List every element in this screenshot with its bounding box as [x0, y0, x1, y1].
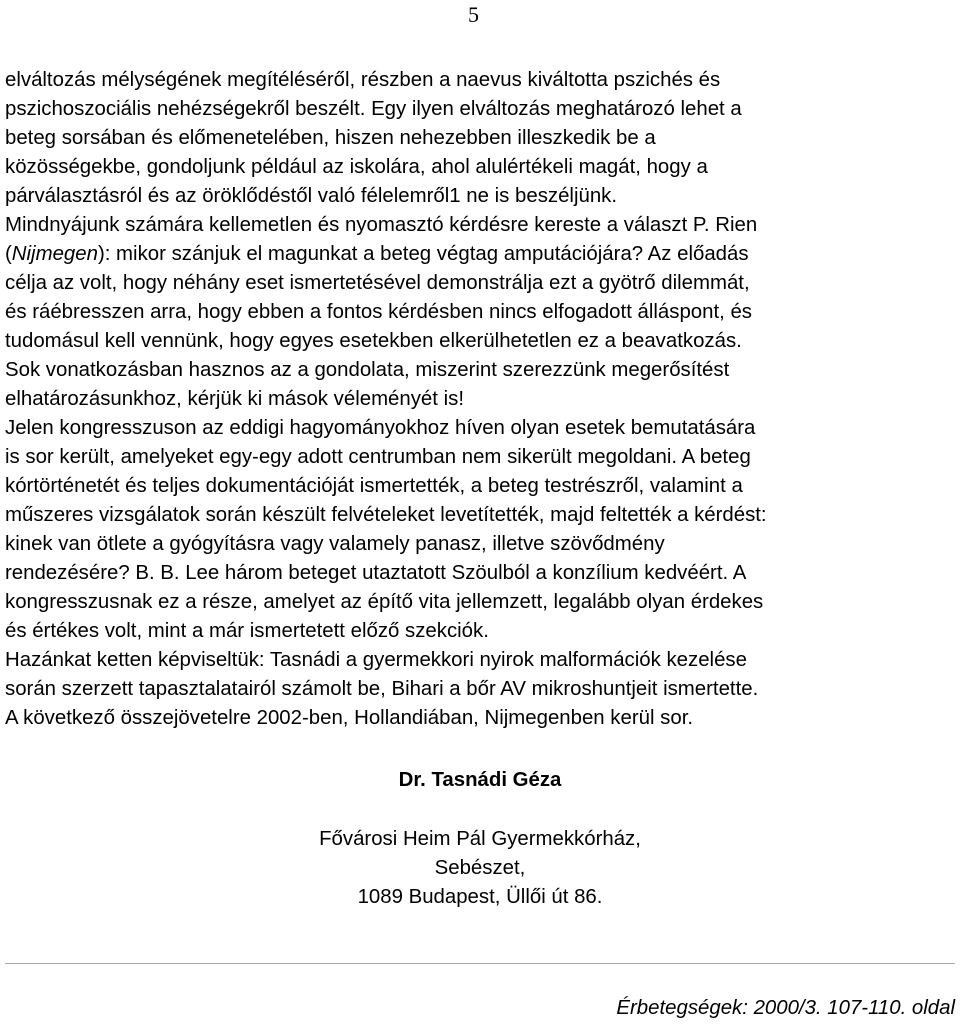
- city-name-italic: Nijmegen: [11, 243, 98, 265]
- text-line: pszichoszociális nehézségekről beszélt. Egy ilyen elváltozás meghatározó lehet a: [5, 98, 742, 120]
- text-line: [5, 243, 749, 265]
- postal-address: 1089 Budapest, Üllői út 86.: [357, 886, 603, 908]
- paragraph-1: [5, 66, 953, 211]
- paragraph-4: [5, 646, 953, 733]
- journal-citation: Érbetegségek: 2000/3. 107-110. oldal: [616, 997, 955, 1019]
- text-line: elváltozás mélységének megítéléséről, részben a naevus kiváltotta pszichés és: [5, 69, 721, 91]
- text-line: és értékes volt, mint a már ismertetett előző szekciók.: [5, 620, 489, 642]
- text-line: közösségekbe, gondoljunk például az iskolára, ahol alulértékeli magát, hogy a: [5, 156, 708, 178]
- text-line: Hazánkat ketten képviseltük: Tasnádi a gyermekkori nyirok malformációk kezelése: [5, 649, 747, 671]
- paragraph-2: [5, 211, 953, 414]
- paragraph-3: [5, 414, 953, 646]
- author-name: Dr. Tasnádi Géza: [398, 769, 562, 791]
- text-line: elhatározásunkhoz, kérjük ki mások véleményét is!: [5, 388, 464, 410]
- text-line: rendezésére? B. B. Lee három beteget utaztatott Szöulból a konzílium kedvéért. A: [5, 562, 747, 584]
- signature-block: [0, 766, 960, 912]
- text-line: során szerzett tapasztalatairól számolt be, Bihari a bőr AV mikroshuntjeit ismertette.: [5, 678, 759, 700]
- footer-divider: [5, 963, 955, 964]
- text-line-rest: ): mikor szánjuk el magunkat a beteg végtag amputációjára? Az előadás: [97, 243, 749, 265]
- text-line: Mindnyájunk számára kellemetlen és nyomasztó kérdésre kereste a választ P. Rien: [5, 214, 758, 236]
- text-line: A következő összejövetelre 2002-ben, Hollandiában, Nijmegenben kerül sor.: [5, 707, 694, 729]
- text-line: kórtörténetét és teljes dokumentációját ismertették, a beteg testrészről, valamint a: [5, 475, 743, 497]
- text-line: műszeres vizsgálatok során készült felvételeket levetítették, majd feltették a kérdést:: [5, 504, 767, 526]
- article-body: [5, 66, 953, 733]
- text-line: kinek van ötlete a gyógyításra vagy valamely panasz, illetve szövődmény: [5, 533, 665, 555]
- institution-name: Fővárosi Heim Pál Gyermekkórház,: [319, 828, 641, 850]
- text-line: kongresszusnak ez a része, amelyet az építő vita jellemzett, legalább olyan érdekes: [5, 591, 764, 613]
- page-number: 5: [468, 2, 479, 27]
- paren-open: (: [5, 243, 12, 265]
- text-line: párválasztásról és az öröklődéstől való félelemről1 ne is beszéljünk.: [5, 185, 618, 207]
- text-line: is sor került, amelyeket egy-egy adott centrumban nem sikerült megoldani. A beteg: [5, 446, 751, 468]
- text-line: célja az volt, hogy néhány eset ismertetésével demonstrálja ezt a gyötrő dilemmát,: [5, 272, 750, 294]
- text-line: Sok vonatkozásban hasznos az a gondolata, miszerint szerezzünk megerősítést: [5, 359, 730, 381]
- department-name: Sebészet,: [434, 857, 526, 879]
- text-line: tudomásul kell vennünk, hogy egyes esetekben elkerülhetetlen ez a beavatkozás.: [5, 330, 742, 352]
- text-line: beteg sorsában és előmenetelében, hiszen nehezebben illeszkedik be a: [5, 127, 656, 149]
- text-line: Jelen kongresszuson az eddigi hagyományokhoz híven olyan esetek bemutatására: [5, 417, 756, 439]
- text-line: és ráébresszen arra, hogy ebben a fontos kérdésben nincs elfogadott álláspont, és: [5, 301, 753, 323]
